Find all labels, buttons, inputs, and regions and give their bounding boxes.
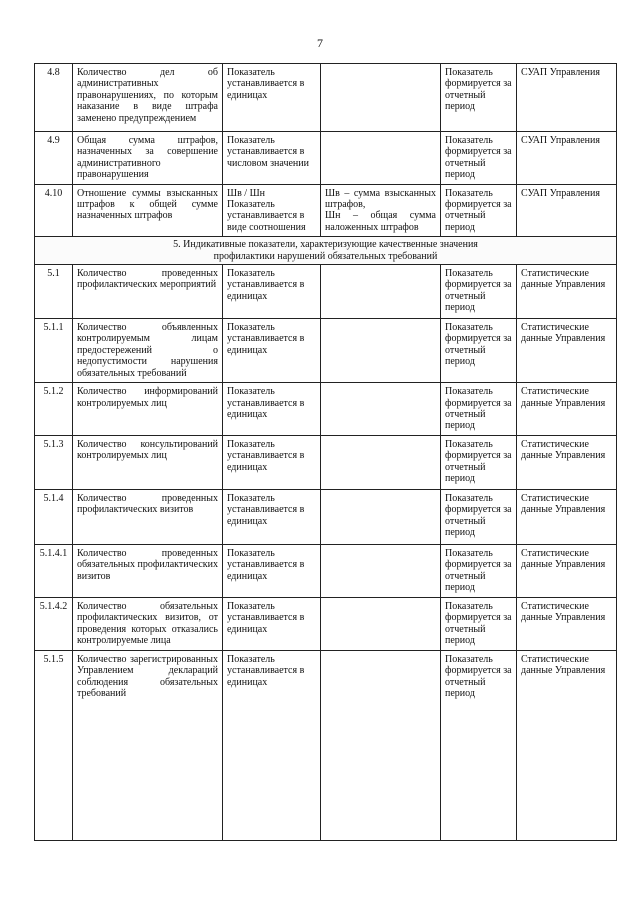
row-number: 4.8 xyxy=(35,64,73,132)
source-cell: СУАП Управления xyxy=(517,64,617,132)
measure-cell: Показатель устанавливается в единицах xyxy=(223,319,321,383)
table-row xyxy=(35,184,617,237)
indicator-name: Количество обязательных профилактических визитов, от проведения которых отказались контролируемые лица xyxy=(73,597,223,650)
section-header-row xyxy=(35,237,617,265)
formula-cell xyxy=(321,132,441,185)
formula-cell xyxy=(321,597,441,650)
source-cell: СУАП Управления xyxy=(517,184,617,237)
table-row xyxy=(35,64,617,132)
period-cell: Показатель формируется за отчетный период xyxy=(441,64,517,132)
indicator-name: Количество консультирований контролируемых лиц xyxy=(73,435,223,489)
period-cell: Показатель формируется за отчетный период xyxy=(441,544,517,597)
indicator-name: Количество информирований контролируемых лиц xyxy=(73,383,223,436)
formula-cell xyxy=(321,650,441,840)
formula-cell xyxy=(321,265,441,319)
indicator-name: Количество проведенных профилактических мероприятий xyxy=(73,265,223,319)
table-row xyxy=(35,489,617,544)
measure-cell: Показатель устанавливается в единицах xyxy=(223,544,321,597)
indicator-name: Количество зарегистрированных Управлением деклараций соблюдения обязательных требований xyxy=(73,650,223,840)
measure-cell: Показатель устанавливается в единицах xyxy=(223,489,321,544)
table-row xyxy=(35,597,617,650)
table-row xyxy=(35,265,617,319)
source-cell: Статистические данные Управления xyxy=(517,383,617,436)
indicator-name: Количество дел об административных правонарушениях, по которым наказание в виде штрафа заменено предупреждением xyxy=(73,64,223,132)
measure-cell: Показатель устанавливается в единицах xyxy=(223,64,321,132)
measure-cell: Показатель устанавливается в единицах xyxy=(223,597,321,650)
measure-cell: Шв / Шн Показатель устанавливается в виде соотношения xyxy=(223,184,321,237)
period-cell: Показатель формируется за отчетный период xyxy=(441,435,517,489)
formula-cell xyxy=(321,435,441,489)
source-cell: Статистические данные Управления xyxy=(517,265,617,319)
source-cell: Статистические данные Управления xyxy=(517,597,617,650)
period-cell: Показатель формируется за отчетный период xyxy=(441,489,517,544)
row-number: 5.1.4 xyxy=(35,489,73,544)
row-number: 5.1.2 xyxy=(35,383,73,436)
row-number: 5.1.4.1 xyxy=(35,544,73,597)
measure-cell: Показатель устанавливается в единицах xyxy=(223,383,321,436)
table-row xyxy=(35,383,617,436)
table-row xyxy=(35,319,617,383)
formula-cell xyxy=(321,319,441,383)
formula-cell xyxy=(321,489,441,544)
table-row xyxy=(35,132,617,185)
source-cell: Статистические данные Управления xyxy=(517,435,617,489)
source-cell: СУАП Управления xyxy=(517,132,617,185)
indicator-name: Количество объявленных контролируемым лицам предостережений о недопустимости нарушения обязательных требований xyxy=(73,319,223,383)
measure-cell: Показатель устанавливается в числовом значении xyxy=(223,132,321,185)
formula-cell xyxy=(321,64,441,132)
row-number: 4.9 xyxy=(35,132,73,185)
table-row xyxy=(35,435,617,489)
measure-cell: Показатель устанавливается в единицах xyxy=(223,650,321,840)
indicator-name: Количество проведенных профилактических визитов xyxy=(73,489,223,544)
indicator-name: Общая сумма штрафов, назначенных за совершение административного правонарушения xyxy=(73,132,223,185)
section-title: 5. Индикативные показатели, характеризующие качественные значения профилактики нарушений обязательных требований xyxy=(35,237,617,265)
indicator-name: Количество проведенных обязательных профилактических визитов xyxy=(73,544,223,597)
row-number: 5.1.5 xyxy=(35,650,73,840)
period-cell: Показатель формируется за отчетный период xyxy=(441,319,517,383)
formula-cell xyxy=(321,383,441,436)
period-cell: Показатель формируется за отчетный период xyxy=(441,650,517,840)
formula-cell: Шв – сумма взысканных штрафов, Шн – общая сумма наложенных штрафов xyxy=(321,184,441,237)
period-cell: Показатель формируется за отчетный период xyxy=(441,265,517,319)
period-cell: Показатель формируется за отчетный период xyxy=(441,383,517,436)
source-cell: Статистические данные Управления xyxy=(517,650,617,840)
row-number: 5.1 xyxy=(35,265,73,319)
period-cell: Показатель формируется за отчетный период xyxy=(441,132,517,185)
source-cell: Статистические данные Управления xyxy=(517,489,617,544)
formula-cell xyxy=(321,544,441,597)
indicators-table xyxy=(34,63,617,841)
period-cell: Показатель формируется за отчетный период xyxy=(441,184,517,237)
row-number: 4.10 xyxy=(35,184,73,237)
period-cell: Показатель формируется за отчетный период xyxy=(441,597,517,650)
measure-cell: Показатель устанавливается в единицах xyxy=(223,265,321,319)
row-number: 5.1.1 xyxy=(35,319,73,383)
row-number: 5.1.4.2 xyxy=(35,597,73,650)
source-cell: Статистические данные Управления xyxy=(517,544,617,597)
page-number: 7 xyxy=(317,36,323,50)
row-number: 5.1.3 xyxy=(35,435,73,489)
table-row xyxy=(35,650,617,840)
measure-cell: Показатель устанавливается в единицах xyxy=(223,435,321,489)
source-cell: Статистические данные Управления xyxy=(517,319,617,383)
table-row xyxy=(35,544,617,597)
indicator-name: Отношение суммы взысканных штрафов к общей сумме назначенных штрафов xyxy=(73,184,223,237)
